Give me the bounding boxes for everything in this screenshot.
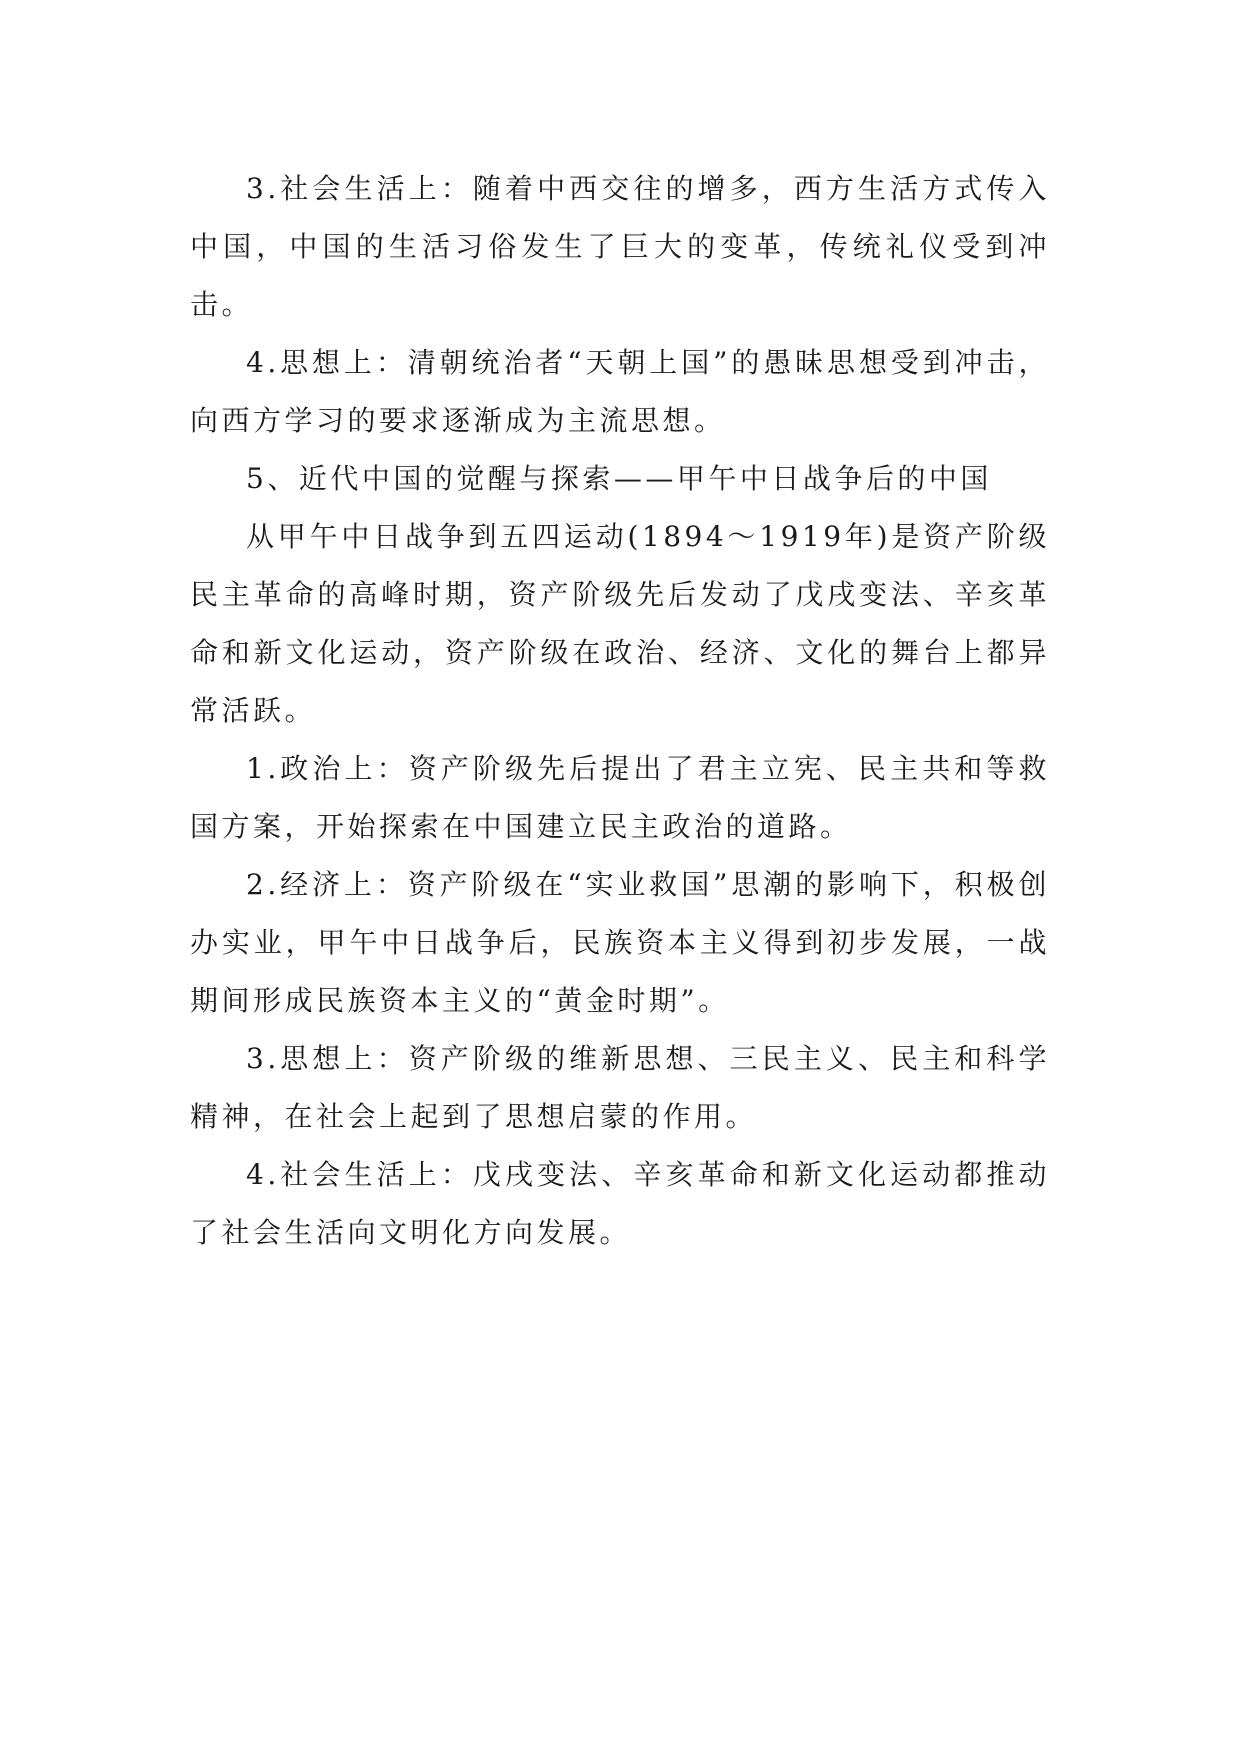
paragraph-politics: 1.政治上：资产阶级先后提出了君主立宪、民主共和等救国方案，开始探索在中国建立民主政治的道路。 xyxy=(190,752,1050,843)
paragraph-thought-qing: 4.思想上：清朝统治者“天朝上国”的愚昧思想受到冲击，向西方学习的要求逐渐成为主流思想。 xyxy=(190,346,1050,437)
paragraph-bourgeois-revolution: 从甲午中日战争到五四运动(1894～1919年)是资产阶级民主革命的高峰时期，资产阶级先后发动了戊戌变法、辛亥革命和新文化运动，资产阶级在政治、经济、文化的舞台上都异常活跃。 xyxy=(190,520,1050,727)
section-heading-awakening: 5、近代中国的觉醒与探索——甲午中日战争后的中国 xyxy=(246,462,992,495)
document-body xyxy=(190,160,1050,1262)
paragraph-economy: 2.经济上：资产阶级在“实业救国”思潮的影响下，积极创办实业，甲午中日战争后，民族资本主义得到初步发展，一战期间形成民族资本主义的“黄金时期”。 xyxy=(190,868,1050,1017)
paragraph-social-life-western: 3.社会生活上：随着中西交往的增多，西方生活方式传入中国，中国的生活习俗发生了巨大的变革，传统礼仪受到冲击。 xyxy=(190,172,1050,321)
paragraph-thought-enlightenment: 3.思想上：资产阶级的维新思想、三民主义、民主和科学精神，在社会上起到了思想启蒙的作用。 xyxy=(190,1042,1050,1133)
paragraph-social-life-civilization: 4.社会生活上：戊戌变法、辛亥革命和新文化运动都推动了社会生活向文明化方向发展。 xyxy=(190,1158,1050,1249)
